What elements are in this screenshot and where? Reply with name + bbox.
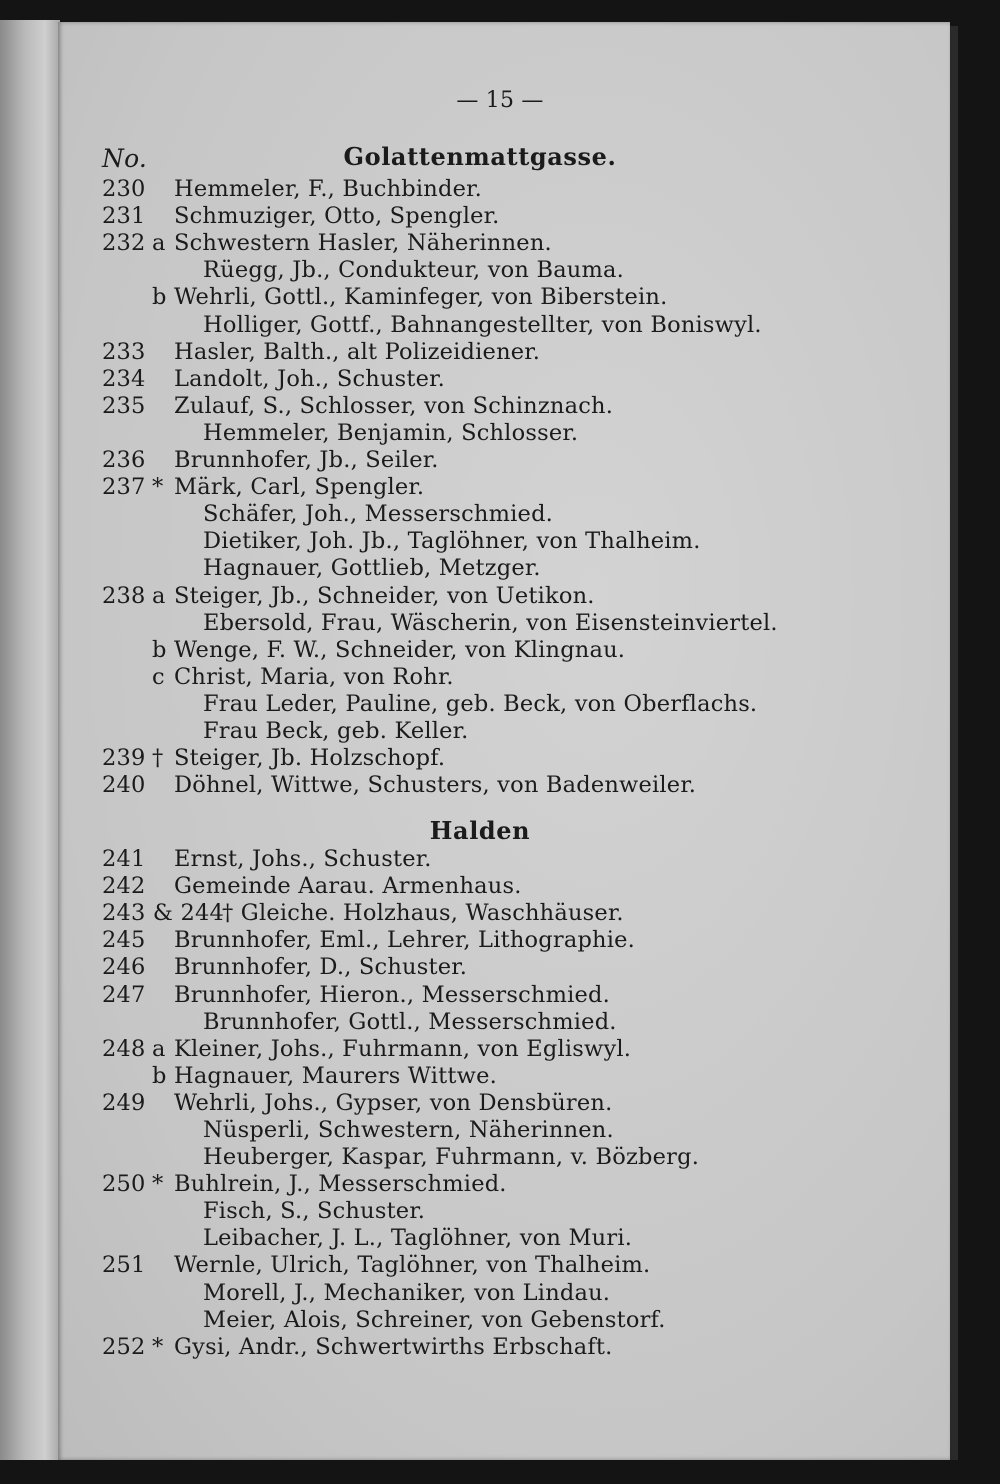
resident-entry: Meier, Alois, Schreiner, von Gebenstorf.	[203, 1307, 666, 1333]
entry-marker: †	[152, 745, 164, 771]
table-row	[0, 637, 1000, 664]
table-row	[0, 1090, 1000, 1117]
table-row	[0, 1144, 1000, 1171]
table-row	[0, 366, 1000, 393]
resident-entry: Schäfer, Joh., Messerschmied.	[203, 501, 554, 527]
table-row	[0, 954, 1000, 981]
section-heading-golattenmattgasse: Golattenmattgasse.	[343, 142, 617, 171]
table-row	[0, 1063, 1000, 1090]
entry-marker: b	[152, 1063, 167, 1089]
entry-marker: a	[152, 1036, 166, 1062]
resident-entry: Zulauf, S., Schlosser, von Schinznach.	[174, 393, 614, 419]
resident-entry: Christ, Maria, von Rohr.	[174, 664, 454, 690]
resident-entry: Brunnhofer, Jb., Seiler.	[174, 447, 439, 473]
table-row	[0, 745, 1000, 772]
table-row	[0, 927, 1000, 954]
table-row	[0, 393, 1000, 420]
house-number: 237	[102, 474, 146, 500]
resident-entry: Wehrli, Gottl., Kaminfeger, von Biberstein.	[174, 284, 668, 310]
entry-marker: b	[152, 637, 167, 663]
table-row	[0, 1009, 1000, 1036]
resident-entry: Heuberger, Kaspar, Fuhrmann, v. Bözberg.	[203, 1144, 700, 1170]
resident-entry: Buhlrein, J., Messerschmied.	[174, 1171, 507, 1197]
entry-marker: c	[152, 664, 165, 690]
resident-entry: Gemeinde Aarau. Armenhaus.	[174, 873, 522, 899]
house-number: 240	[102, 772, 146, 798]
entry-marker: a	[152, 583, 166, 609]
resident-entry: Wenge, F. W., Schneider, von Klingnau.	[174, 637, 626, 663]
table-row	[0, 982, 1000, 1009]
table-row	[0, 176, 1000, 203]
table-row	[0, 284, 1000, 311]
resident-entry: Steiger, Jb. Holzschopf.	[174, 745, 446, 771]
house-number: 248	[102, 1036, 146, 1062]
resident-entry: Holliger, Gottf., Bahnangestellter, von Boniswyl.	[203, 312, 762, 338]
resident-entry: Hagnauer, Gottlieb, Metzger.	[203, 555, 541, 581]
resident-entry: Landolt, Joh., Schuster.	[174, 366, 445, 392]
entry-marker: *	[152, 474, 164, 500]
table-row	[0, 474, 1000, 501]
resident-entry: Frau Beck, geb. Keller.	[203, 718, 469, 744]
house-number: 239	[102, 745, 146, 771]
entry-marker: b	[152, 284, 167, 310]
table-row	[0, 610, 1000, 637]
entry-marker: a	[152, 230, 166, 256]
table-row	[0, 846, 1000, 873]
house-number: 243 & 244	[102, 900, 225, 926]
resident-entry: Gysi, Andr., Schwertwirths Erbschaft.	[174, 1334, 613, 1360]
table-row	[0, 420, 1000, 447]
resident-entry: Brunnhofer, Eml., Lehrer, Lithographie.	[174, 927, 635, 953]
house-number: 232	[102, 230, 146, 256]
house-number: 249	[102, 1090, 146, 1116]
table-row	[0, 583, 1000, 610]
house-number: 246	[102, 954, 146, 980]
house-number: 252	[102, 1334, 146, 1360]
table-row	[0, 1036, 1000, 1063]
resident-entry: Hasler, Balth., alt Polizeidiener.	[174, 339, 541, 365]
resident-entry: Döhnel, Wittwe, Schusters, von Badenweiler.	[174, 772, 697, 798]
table-row	[0, 501, 1000, 528]
house-number: 241	[102, 846, 146, 872]
resident-entry: Kleiner, Johs., Fuhrmann, von Egliswyl.	[174, 1036, 632, 1062]
resident-entry: Brunnhofer, Hieron., Messerschmied.	[174, 982, 610, 1008]
table-row	[0, 447, 1000, 474]
section-heading-halden: Halden	[429, 816, 531, 845]
house-number: 242	[102, 873, 146, 899]
table-row	[0, 1198, 1000, 1225]
table-row	[0, 203, 1000, 230]
page-number: — 15 —	[456, 88, 544, 113]
house-number: 251	[102, 1252, 146, 1278]
house-number: 236	[102, 447, 146, 473]
entry-marker: *	[152, 1334, 164, 1360]
house-number: 235	[102, 393, 146, 419]
table-row	[0, 1307, 1000, 1334]
house-number: 238	[102, 583, 146, 609]
table-row	[0, 691, 1000, 718]
table-row	[0, 339, 1000, 366]
resident-entry: Brunnhofer, D., Schuster.	[174, 954, 468, 980]
house-number: 245	[102, 927, 146, 953]
table-row	[0, 1171, 1000, 1198]
table-row	[0, 772, 1000, 799]
resident-entry: Hemmeler, Benjamin, Schlosser.	[203, 420, 579, 446]
resident-entry: Wernle, Ulrich, Taglöhner, von Thalheim.	[174, 1252, 651, 1278]
table-row	[0, 1334, 1000, 1361]
table-row	[0, 230, 1000, 257]
resident-entry: Frau Leder, Pauline, geb. Beck, von Oberflachs.	[203, 691, 758, 717]
table-row	[0, 1280, 1000, 1307]
table-row	[0, 900, 1000, 927]
house-number: 231	[102, 203, 146, 229]
resident-entry: Dietiker, Joh. Jb., Taglöhner, von Thalheim.	[203, 528, 701, 554]
table-row	[0, 257, 1000, 284]
table-row	[0, 1252, 1000, 1279]
resident-entry: Ebersold, Frau, Wäscherin, von Eisensteinviertel.	[203, 610, 778, 636]
table-row	[0, 528, 1000, 555]
entry-marker: *	[152, 1171, 164, 1197]
resident-entry: Morell, J., Mechaniker, von Lindau.	[203, 1280, 611, 1306]
house-number: 234	[102, 366, 146, 392]
resident-entry: Märk, Carl, Spengler.	[174, 474, 425, 500]
resident-entry: Ernst, Johs., Schuster.	[174, 846, 432, 872]
table-row	[0, 555, 1000, 582]
resident-entry: Hemmeler, F., Buchbinder.	[174, 176, 482, 202]
house-number: 230	[102, 176, 146, 202]
column-label: No.	[102, 144, 148, 173]
resident-entry: Rüegg, Jb., Condukteur, von Bauma.	[203, 257, 624, 283]
resident-entry: Hagnauer, Maurers Wittwe.	[174, 1063, 497, 1089]
resident-entry: Schwestern Hasler, Näherinnen.	[174, 230, 552, 256]
table-row	[0, 664, 1000, 691]
resident-entry: Wehrli, Johs., Gypser, von Densbüren.	[174, 1090, 613, 1116]
table-row	[0, 718, 1000, 745]
house-number: 247	[102, 982, 146, 1008]
resident-entry: Fisch, S., Schuster.	[203, 1198, 426, 1224]
table-row	[0, 312, 1000, 339]
resident-entry: Nüsperli, Schwestern, Näherinnen.	[203, 1117, 614, 1143]
resident-entry: Brunnhofer, Gottl., Messerschmied.	[203, 1009, 617, 1035]
house-number: 250	[102, 1171, 146, 1197]
table-row	[0, 1117, 1000, 1144]
resident-entry: Steiger, Jb., Schneider, von Uetikon.	[174, 583, 595, 609]
resident-entry: † Gleiche. Holzhaus, Waschhäuser.	[222, 900, 624, 926]
house-number: 233	[102, 339, 146, 365]
table-row	[0, 873, 1000, 900]
resident-entry: Schmuziger, Otto, Spengler.	[174, 203, 500, 229]
resident-entry: Leibacher, J. L., Taglöhner, von Muri.	[203, 1225, 633, 1251]
table-row	[0, 1225, 1000, 1252]
